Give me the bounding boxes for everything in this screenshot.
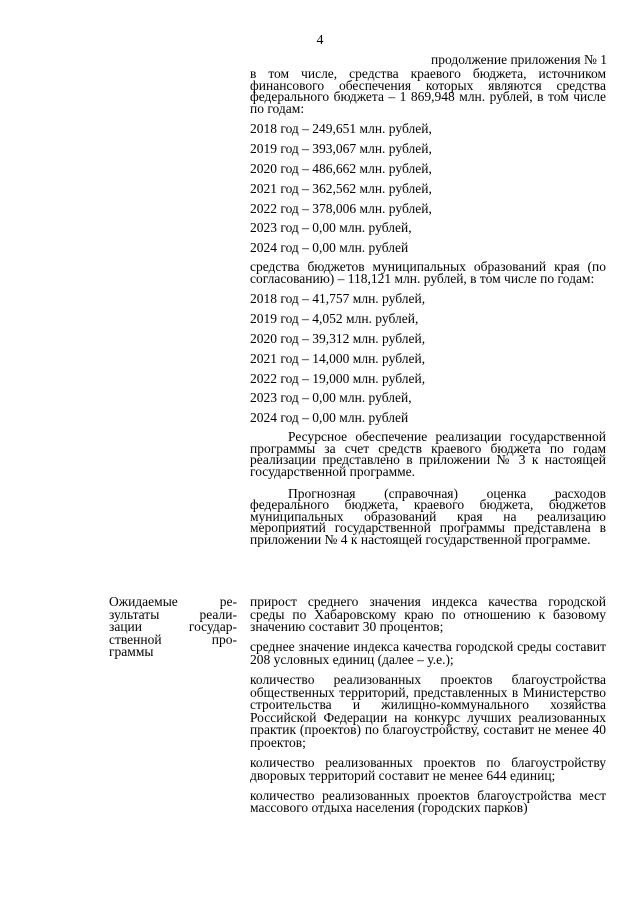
- list-item: 2018 год – 249,651 млн. рублей,: [250, 121, 432, 137]
- list-item: количество реализованных проектов благоустройства общественных территорий, представленных в Министерство строительства и жилищно-коммунального хозяйства Российской Федерации на конкурс лучших реализованных практик (проектов) по благоустройству, составит не менее 40 проектов;: [250, 671, 606, 750]
- page-number: 4: [316, 33, 324, 48]
- list-item: 2022 год – 19,000 млн. рублей,: [250, 370, 426, 386]
- list-item: 2022 год – 378,006 млн. рублей,: [250, 200, 432, 216]
- municipal-years-list: [250, 292, 606, 424]
- list-item: 2024 год – 0,00 млн. рублей: [250, 410, 409, 426]
- list-item: 2021 год – 362,562 млн. рублей,: [250, 180, 432, 196]
- regional-budget-intro: в том числе, средства краевого бюджета, источником финансового обеспечения которых являются средства федерального бюджета – 1 869,948 млн. рублей, в том числе по годам:: [250, 66, 606, 116]
- resource-provision-paragraph: Ресурсное обеспечение реализации государственной программы за счет средств краевого бюджета по годам реализации представлено в приложении № 3 к настоящей государственной программе.: [250, 429, 606, 479]
- list-item: 2020 год – 39,312 млн. рублей,: [250, 330, 426, 346]
- forecast-estimate-paragraph: Прогнозная (справочная) оценка расходов федерального бюджета, краевого бюджета, бюджетов муниципальных образований края на реализацию мероприятий государственной программы представлена в приложении № 4 к настоящей государственной программе.: [250, 485, 606, 547]
- list-item: прирост среднего значения индекса качества городской среды по Хабаровскому краю по отношению к базовому значению составит 30 процентов;: [250, 594, 606, 635]
- funding-section: [250, 68, 606, 545]
- list-item: 2021 год – 14,000 млн. рублей,: [250, 350, 426, 366]
- list-item: 2019 год – 4,052 млн. рублей,: [250, 311, 419, 327]
- municipal-budget-intro: средства бюджетов муниципальных образований края (по согласованию) – 118,121 млн. рублей, в том числе по годам:: [250, 259, 606, 286]
- label-line: ственной про-: [109, 631, 237, 647]
- list-item: 2018 год – 41,757 млн. рублей,: [250, 291, 426, 307]
- continuation-note: продолжение приложения № 1: [430, 52, 607, 67]
- label-line: зации государ-: [109, 619, 237, 634]
- list-item: среднее значение индекса качества городской среды составит 208 условных единиц (далее – у.е.);: [250, 639, 606, 667]
- label-line: Ожидаемые ре-: [109, 594, 237, 609]
- list-item: количество реализованных проектов по благоустройству дворовых территорий составит не менее 644 единиц;: [250, 755, 606, 783]
- expected-results-list: [250, 596, 606, 815]
- list-item: 2023 год – 0,00 млн. рублей,: [250, 220, 412, 236]
- list-item: 2019 год – 393,067 млн. рублей,: [250, 141, 432, 157]
- expected-results-label: [109, 596, 237, 659]
- label-line: зультаты реали-: [109, 606, 237, 622]
- label-line: граммы: [109, 644, 154, 659]
- list-item: 2020 год – 486,662 млн. рублей,: [250, 160, 432, 176]
- regional-years-list: [250, 122, 606, 254]
- list-item: 2024 год – 0,00 млн. рублей: [250, 240, 409, 256]
- list-item: 2023 год – 0,00 млн. рублей,: [250, 390, 412, 406]
- list-item: количество реализованных проектов благоустройства мест массового отдыха населения (городских парков): [250, 787, 606, 816]
